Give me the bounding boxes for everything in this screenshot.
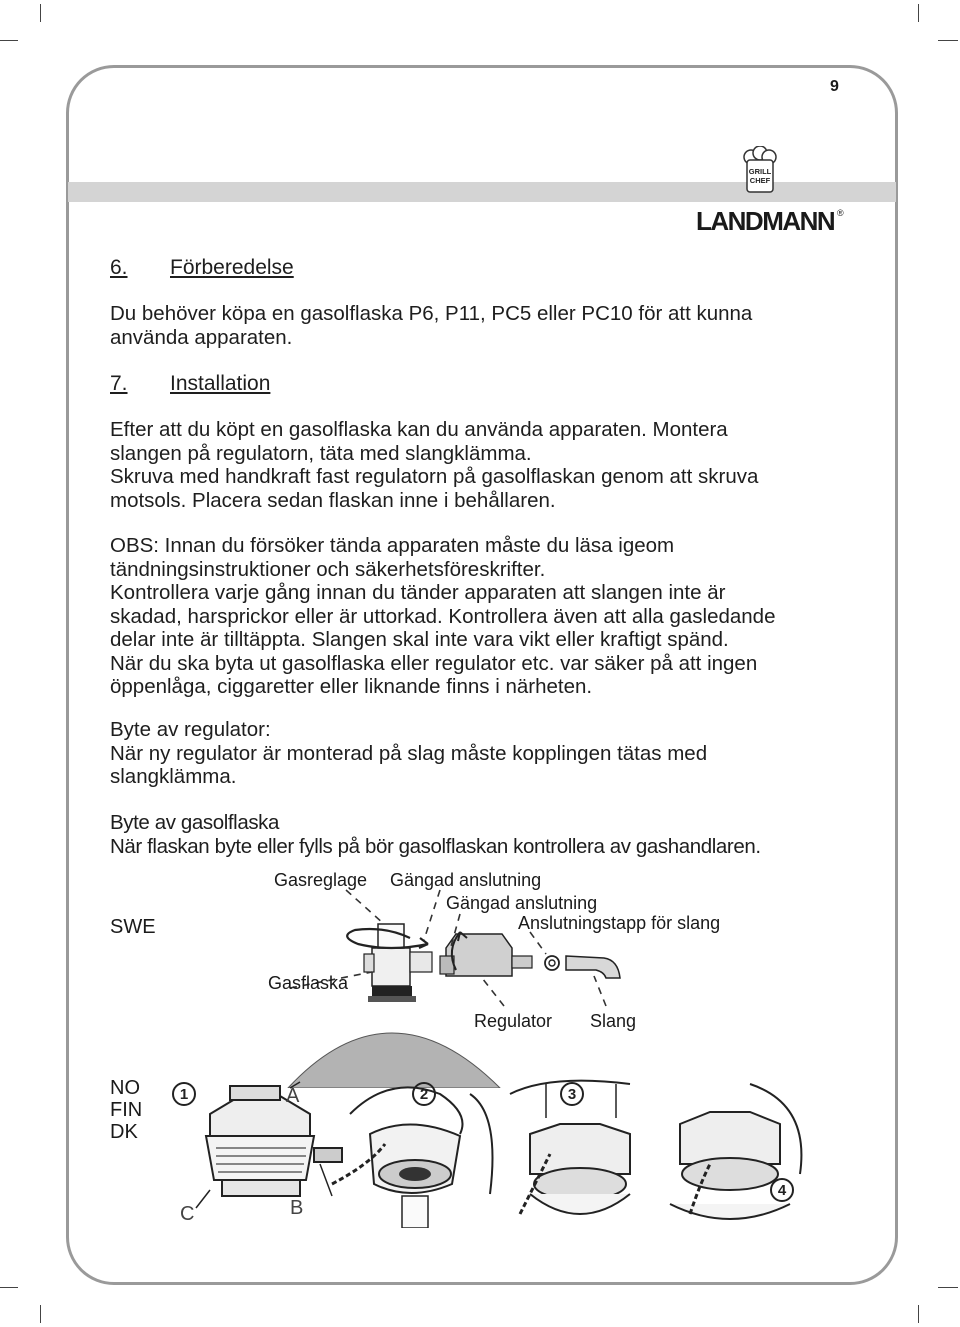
registered-mark: ® — [837, 208, 844, 218]
crop-mark — [938, 1287, 958, 1288]
label-anslutningstapp: Anslutningstapp för slang — [518, 913, 721, 933]
step-number-4: 4 — [777, 1182, 787, 1199]
page-number: 9 — [830, 78, 839, 95]
section-number: 7. — [110, 372, 128, 395]
section-7-heading — [110, 372, 870, 396]
text-line: När du ska byta ut gasolflaska eller regulator etc. var säker på att ingen — [110, 651, 758, 675]
text-line: När flaskan byte eller fylls på bör gasolflaskan kontrollera av gashandlaren. — [110, 834, 761, 858]
lang-list — [110, 1077, 142, 1143]
label-slang: Slang — [590, 1011, 637, 1031]
lang-fin: FIN — [110, 1099, 143, 1121]
step-number-1: 1 — [179, 1086, 189, 1103]
crop-mark — [938, 40, 958, 41]
step-1-regulator-illustration — [196, 1082, 342, 1208]
svg-text:CHEF: CHEF — [749, 176, 771, 185]
text-line: Kontrollera varje gång innan du tänder apparaten att slangen inte är — [110, 581, 726, 604]
crop-mark — [918, 4, 919, 22]
lang-no: NO — [110, 1077, 140, 1099]
gas-valve — [372, 948, 410, 986]
part-letter-a: A — [286, 1085, 300, 1107]
bottle-paragraph — [110, 811, 870, 858]
lang-dk: DK — [110, 1121, 138, 1143]
text-line: använda apparaten. — [110, 325, 293, 349]
text-line: När ny regulator är monterad på slag måste kopplingen tätas med — [110, 741, 708, 765]
crop-mark — [0, 1287, 18, 1288]
crop-mark — [0, 40, 18, 41]
lang-swe: SWE — [110, 916, 156, 938]
text-line: motsols. Placera sedan flaskan inne i behållaren. — [110, 488, 556, 512]
gas-valve-knob — [378, 924, 404, 948]
hose — [566, 956, 620, 978]
section-number: 6. — [110, 256, 128, 279]
text-line: OBS: Innan du försöker tända apparaten måste du läsa igeom — [110, 534, 675, 557]
crop-mark — [40, 4, 41, 22]
label-regulator: Regulator — [474, 1011, 553, 1031]
text-line: slangklämma. — [110, 765, 237, 788]
step-number-2: 2 — [419, 1086, 429, 1103]
section-title: Installation — [170, 372, 271, 395]
text-line: Du behöver köpa en gasolflaska P6, P11, PC5 eller PC10 för att kunna — [110, 302, 753, 325]
text-line: öppenlåga, ciggaretter eller liknande finns i närheten. — [110, 675, 593, 698]
label-gasflaska: Gasflaska — [268, 973, 349, 993]
section-title: Förberedelse — [170, 256, 294, 279]
text-line: Byte av gasolflaska — [110, 811, 280, 834]
step-2-mount-illustration — [332, 1087, 493, 1228]
section-6-paragraph — [110, 302, 870, 349]
svg-text:GRILL: GRILL — [748, 167, 772, 176]
step-illustrations — [170, 1074, 830, 1228]
label-gangad-anslutning-2: Gängad anslutning — [446, 893, 598, 913]
chef-hat-icon — [742, 146, 778, 198]
assembly-diagram — [260, 868, 780, 1088]
crop-mark — [918, 1305, 919, 1323]
label-gangad-anslutning-1: Gängad anslutning — [390, 870, 542, 890]
text-line: delar inte är tilltäppta. Slangen skal inte vara vikt eller kraftigt spänd. — [110, 628, 729, 651]
text-line: tändningsinstruktioner och säkerhetsföreskrifter. — [110, 557, 546, 581]
text-line: slangen på regulatorn, täta med slangklämma. — [110, 441, 532, 465]
step-number-3: 3 — [567, 1086, 577, 1103]
label-gasreglage: Gasreglage — [274, 870, 368, 890]
regulator-paragraph — [110, 718, 870, 789]
part-letter-c: C — [180, 1203, 195, 1225]
text-line: Byte av regulator: — [110, 718, 271, 741]
section-6-heading — [110, 256, 870, 280]
text-line: skadad, harsprickor eller är uttorkad. Kontrollera även att alla gasledande — [110, 604, 776, 628]
obs-paragraph — [110, 534, 870, 699]
brand-name: LANDMANN — [696, 206, 835, 236]
hose-clamp — [545, 956, 559, 970]
text-line: Efter att du köpt en gasolflaska kan du använda apparaten. Montera — [110, 418, 728, 441]
text-line: Skruva med handkraft fast regulatorn på gasolflaskan genom att skruva — [110, 465, 759, 488]
crop-mark — [40, 1305, 41, 1323]
part-letter-b: B — [290, 1197, 304, 1219]
bottle-collar-base — [368, 996, 416, 1002]
brand-logo — [694, 146, 854, 236]
section-7-paragraph — [110, 418, 870, 512]
